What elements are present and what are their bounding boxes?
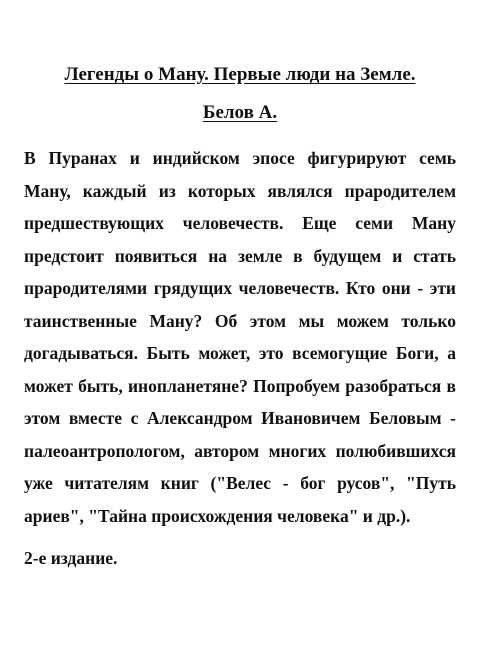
book-title: Легенды о Ману. Первые люди на Земле. <box>64 64 416 85</box>
book-author: Белов А. <box>202 102 278 123</box>
edition-note: 2-е издание. <box>24 548 118 568</box>
book-description: В Пуранах и индийском эпосе фигурируют семь Ману, каждый из которых являлся прародителем предшествующих человечеств. Еще семи Ману предстоит появиться на земле в будущем и стать прародителями грядущих человечеств. Кто они - эти таинственные Ману? Об этом мы можем только догадываться. Быть может, это всемогущие Боги, а может быть, инопланетяне? Попробуем разобраться в этом вместе с Александром Ивановичем Беловым - палеоантропологом, автором многих полюбившихся уже читателям книг ("Велес - бог русов", "Путь ариев", "Тайна происхождения человека" и др.). <box>24 148 456 526</box>
